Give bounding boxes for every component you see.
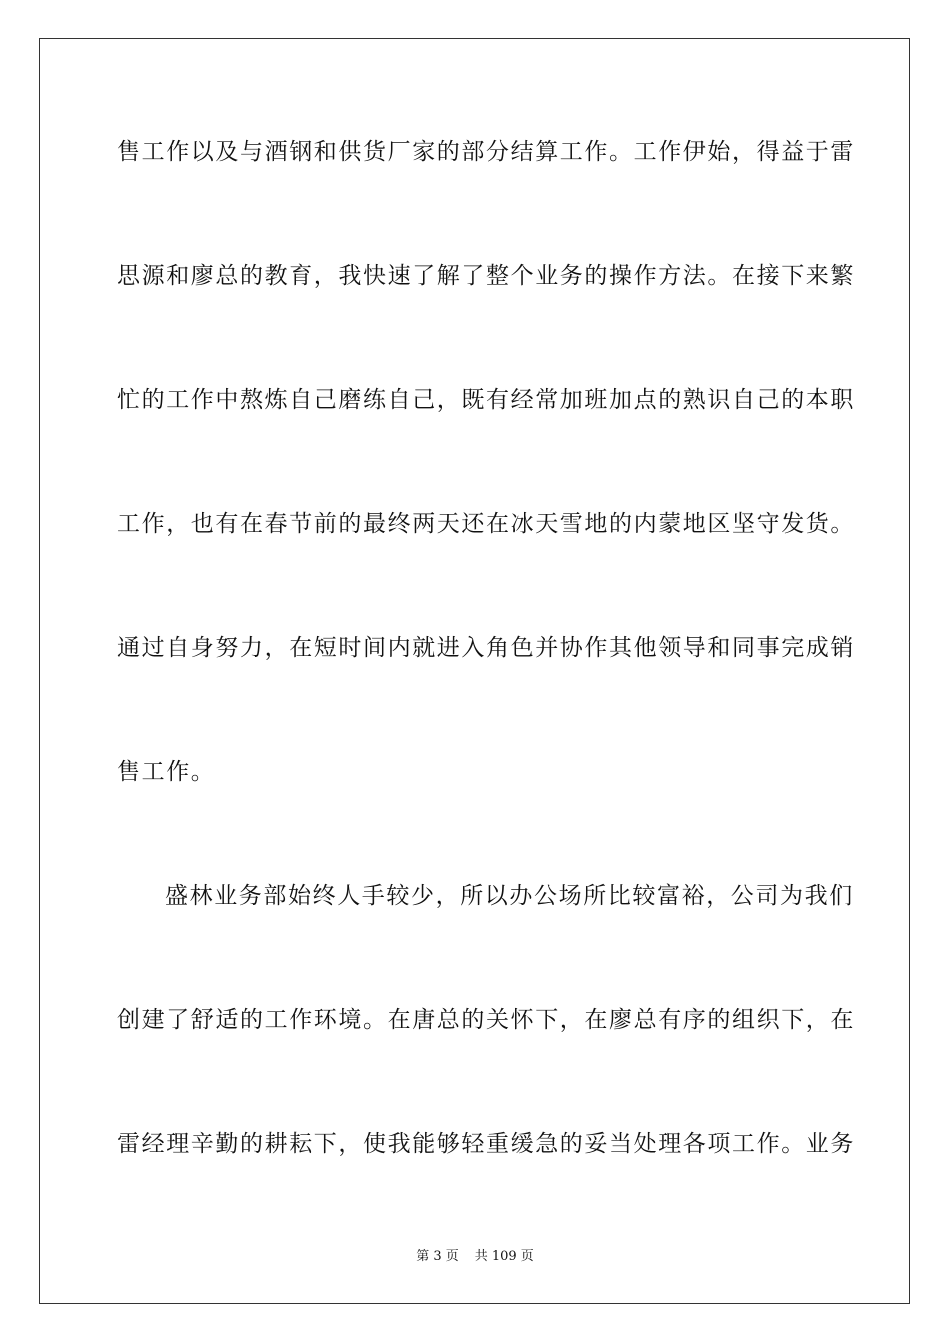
body-text-line: 思源和廖总的教育，我快速了解了整个业务的操作方法。在接下来繁 xyxy=(117,263,855,289)
body-text-line: 售工作。 xyxy=(117,759,216,785)
page-border xyxy=(39,38,910,1304)
page-number: 第 3 页 xyxy=(416,1249,459,1264)
paragraph-start-line: 盛林业务部始终人手较少，所以办公场所比较富裕，公司为我们 xyxy=(165,883,854,909)
body-text-line: 忙的工作中熬炼自己磨练自己，既有经常加班加点的熟识自己的本职 xyxy=(117,387,855,413)
body-text-line: 通过自身努力，在短时间内就进入角色并协作其他领导和同事完成销 xyxy=(117,635,855,661)
body-text-line: 售工作以及与酒钢和供货厂家的部分结算工作。工作伊始，得益于雷 xyxy=(117,139,855,165)
page-footer xyxy=(0,1248,950,1266)
body-text-line: 创建了舒适的工作环境。在唐总的关怀下，在廖总有序的组织下，在 xyxy=(117,1007,855,1033)
total-pages: 共 109 页 xyxy=(474,1249,534,1264)
body-text-line: 工作，也有在春节前的最终两天还在冰天雪地的内蒙地区坚守发货。 xyxy=(117,511,855,537)
body-text-line: 雷经理辛勤的耕耘下，使我能够轻重缓急的妥当处理各项工作。业务 xyxy=(117,1131,855,1157)
